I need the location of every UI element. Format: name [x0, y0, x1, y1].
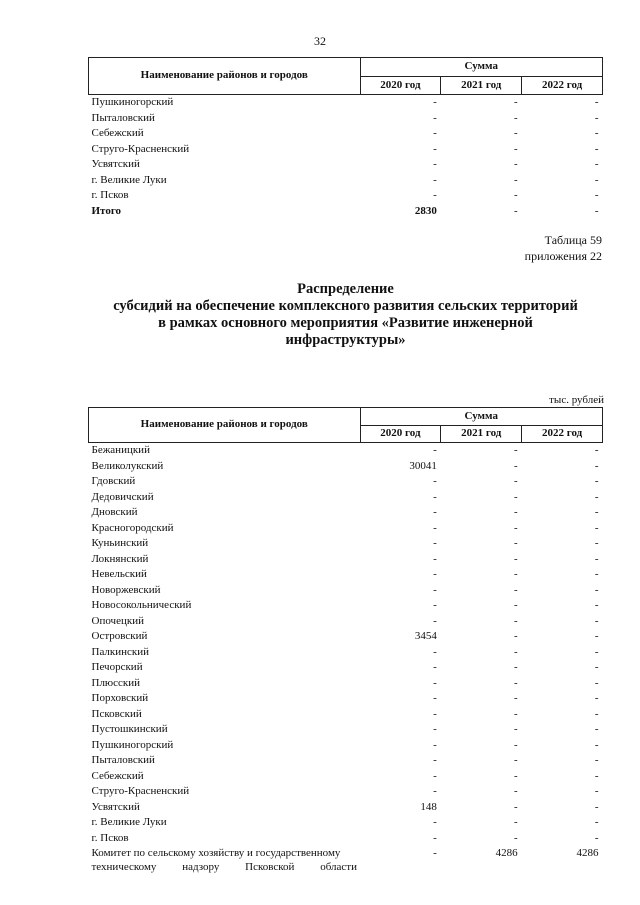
- committee-label-line-2: техническому надзору Псковской области: [91, 861, 357, 873]
- value-2020: -: [433, 444, 437, 456]
- district-name: Печорский: [91, 661, 143, 673]
- district-name: г. Великие Луки: [91, 816, 167, 828]
- value-2020: -: [433, 96, 437, 108]
- value-2021: -: [513, 111, 518, 124]
- value-2020: -: [433, 189, 437, 201]
- value-2022: -: [594, 583, 599, 596]
- district-name: Себежский: [91, 127, 144, 139]
- value-2021: -: [513, 490, 518, 503]
- district-name: Новосокольнический: [91, 599, 192, 611]
- value-2022: -: [594, 723, 599, 735]
- value-2021: -: [513, 754, 518, 766]
- value-2022: -: [594, 692, 599, 704]
- value-2020: -: [433, 599, 437, 611]
- table-row: [89, 126, 603, 142]
- value-2020: -: [433, 676, 437, 689]
- value-2022: -: [594, 599, 599, 611]
- table-row: [89, 536, 603, 552]
- value-2020: -: [433, 568, 437, 580]
- table-row: [89, 645, 603, 661]
- value-2020: -: [433, 142, 437, 155]
- value-2022: -: [594, 707, 599, 720]
- value-2021: -: [513, 173, 518, 186]
- district-name: Усвятский: [91, 158, 140, 170]
- value-2020: -: [433, 506, 437, 518]
- value-2020: -: [433, 831, 437, 844]
- value-2021: -: [513, 723, 518, 735]
- value-2022: -: [594, 568, 599, 580]
- table-header: [89, 408, 603, 443]
- header-year-2022: 2022 год: [522, 76, 603, 95]
- title-line-3: в рамках основного мероприятия «Развитие инженерной: [158, 315, 533, 331]
- page-number: 32: [314, 34, 326, 48]
- value-2020: -: [433, 127, 437, 139]
- table-row: [89, 474, 603, 490]
- value-2021: -: [513, 785, 518, 797]
- table-row: [89, 676, 603, 692]
- value-2022: -: [594, 831, 599, 844]
- district-name: Куньинский: [91, 537, 149, 549]
- value-2022: -: [594, 816, 599, 828]
- district-name: Себежский: [91, 769, 144, 782]
- value-2022: -: [594, 785, 599, 797]
- value-2022: -: [594, 630, 599, 642]
- table-row: [89, 629, 603, 645]
- value-2020: 148: [420, 800, 437, 813]
- value-2020: -: [433, 521, 437, 534]
- committee-2020: -: [433, 847, 437, 859]
- value-2020: 30041: [409, 459, 437, 472]
- table-header: [89, 58, 603, 95]
- table-row: [89, 188, 603, 204]
- district-name: Усвятский: [91, 800, 140, 813]
- value-2020: -: [433, 816, 437, 828]
- value-2021: -: [513, 583, 518, 596]
- district-name: Псковский: [91, 707, 142, 720]
- value-2022: -: [594, 676, 599, 689]
- value-2022: -: [594, 614, 599, 627]
- value-2021: -: [513, 692, 518, 704]
- table-row: [89, 614, 603, 630]
- value-2022: -: [594, 127, 599, 139]
- value-2022: -: [594, 645, 599, 658]
- value-2022: -: [594, 800, 599, 813]
- value-2020: -: [433, 552, 437, 565]
- table-row: [89, 691, 603, 707]
- table-caption: [525, 232, 602, 264]
- table-row: [89, 815, 603, 831]
- table-row: [89, 784, 603, 800]
- value-2022: -: [594, 521, 599, 534]
- value-2022: -: [594, 738, 599, 751]
- value-2021: -: [513, 831, 518, 844]
- value-2022: -: [594, 537, 599, 549]
- district-name: Дновский: [91, 506, 138, 518]
- value-2022: -: [594, 769, 599, 782]
- document-title: [88, 281, 603, 349]
- table-row: [89, 769, 603, 785]
- committee-row: [89, 846, 603, 874]
- value-2021: -: [513, 142, 518, 155]
- value-2020: -: [433, 537, 437, 549]
- value-2022: -: [594, 96, 599, 108]
- value-2021: -: [513, 189, 518, 201]
- value-2020: -: [433, 738, 437, 751]
- value-2022: -: [594, 490, 599, 503]
- value-2021: -: [513, 676, 518, 689]
- value-2021: -: [513, 521, 518, 534]
- committee-label-line-1: Комитет по сельскому хозяйству и государственному: [91, 847, 341, 859]
- value-2022: -: [594, 444, 599, 456]
- table-row: [89, 111, 603, 127]
- header-name-col: Наименование районов и городов: [89, 58, 361, 95]
- value-2021: -: [513, 614, 518, 627]
- value-2021: -: [513, 599, 518, 611]
- header-sum: Сумма: [360, 58, 603, 77]
- title-line-2: субсидий на обеспечение комплексного развития сельских территорий: [113, 298, 578, 314]
- table-row: [89, 521, 603, 537]
- value-2021: -: [513, 158, 518, 170]
- table-row: [89, 459, 603, 475]
- table-row: [89, 722, 603, 738]
- value-2021: -: [513, 630, 518, 642]
- table-row: [89, 707, 603, 723]
- value-2021: -: [513, 800, 518, 813]
- value-2020: -: [433, 723, 437, 735]
- district-name: Пушкиногорский: [91, 96, 174, 108]
- district-name: Плюсский: [91, 676, 141, 689]
- value-2022: -: [594, 552, 599, 565]
- value-2020: 3454: [414, 630, 437, 642]
- table-row: [89, 753, 603, 769]
- units-label: тыс. рублей: [549, 394, 604, 406]
- title-line-4: инфраструктуры»: [285, 332, 406, 348]
- value-2020: -: [433, 583, 437, 596]
- district-name: г. Великие Луки: [91, 173, 167, 186]
- district-name: Невельский: [91, 568, 147, 580]
- total-label: Итого: [91, 204, 122, 217]
- title-line-1: Распределение: [297, 281, 394, 297]
- table-row: [89, 660, 603, 676]
- district-name: Дедовичский: [91, 490, 154, 503]
- value-2020: -: [433, 785, 437, 797]
- header-year-2022: 2022 год: [522, 425, 603, 443]
- value-2021: -: [513, 769, 518, 782]
- value-2020: -: [433, 475, 437, 487]
- committee-label: [89, 846, 361, 874]
- value-2022: -: [594, 475, 599, 487]
- value-2021: -: [513, 475, 518, 487]
- district-name: Струго-Красненский: [91, 142, 190, 155]
- table-row: [89, 567, 603, 583]
- table-body: [89, 95, 603, 204]
- district-name: Локнянский: [91, 552, 149, 565]
- value-2021: -: [513, 537, 518, 549]
- value-2020: -: [433, 158, 437, 170]
- value-2022: -: [594, 506, 599, 518]
- district-name: Опочецкий: [91, 614, 144, 627]
- table-row: [89, 738, 603, 754]
- header-year-2021: 2021 год: [441, 425, 522, 443]
- value-2020: -: [433, 645, 437, 658]
- total-2021: -: [513, 204, 518, 217]
- district-name: Пустошкинский: [91, 723, 168, 735]
- table-row: [89, 142, 603, 158]
- total-2022: -: [594, 204, 599, 217]
- district-name: Пыталовский: [91, 111, 155, 124]
- header-year-2021: 2021 год: [441, 76, 522, 95]
- table-row: [89, 598, 603, 614]
- value-2022: -: [594, 158, 599, 170]
- district-name: г. Псков: [91, 189, 129, 201]
- header-year-2020: 2020 год: [360, 425, 441, 443]
- district-name: Островский: [91, 630, 148, 642]
- table-number: Таблица 59: [544, 233, 602, 247]
- table-row: [89, 583, 603, 599]
- value-2020: -: [433, 614, 437, 627]
- value-2022: -: [594, 754, 599, 766]
- value-2020: -: [433, 661, 437, 673]
- table-row: [89, 831, 603, 847]
- value-2021: -: [513, 568, 518, 580]
- header-year-2020: 2020 год: [360, 76, 441, 95]
- value-2021: -: [513, 552, 518, 565]
- value-2021: -: [513, 444, 518, 456]
- district-name: Порховский: [91, 692, 149, 704]
- table-continuation: [88, 57, 603, 219]
- value-2021: -: [513, 738, 518, 751]
- value-2021: -: [513, 645, 518, 658]
- table-row: [89, 800, 603, 816]
- table-body: [89, 443, 603, 847]
- value-2022: -: [594, 173, 599, 186]
- value-2020: -: [433, 769, 437, 782]
- district-name: Палкинский: [91, 645, 150, 658]
- district-name: Пушкиногорский: [91, 738, 174, 751]
- district-name: Красногородский: [91, 521, 174, 534]
- value-2020: -: [433, 692, 437, 704]
- value-2020: -: [433, 111, 437, 124]
- subsidy-table: [88, 407, 603, 874]
- table-row: [89, 490, 603, 506]
- value-2021: -: [513, 506, 518, 518]
- value-2020: -: [433, 490, 437, 503]
- value-2021: -: [513, 127, 518, 139]
- value-2022: -: [594, 459, 599, 472]
- total-2020: 2830: [414, 204, 437, 217]
- value-2022: -: [594, 661, 599, 673]
- total-row: [89, 204, 603, 220]
- committee-2022: 4286: [576, 847, 599, 859]
- district-name: Великолукский: [91, 459, 164, 472]
- table-row: [89, 95, 603, 111]
- table-row: [89, 443, 603, 459]
- table-row: [89, 157, 603, 173]
- district-name: Пыталовский: [91, 754, 155, 766]
- value-2022: -: [594, 111, 599, 124]
- value-2020: -: [433, 173, 437, 186]
- table-row: [89, 552, 603, 568]
- header-sum: Сумма: [360, 408, 603, 426]
- header-name-col: Наименование районов и городов: [89, 408, 361, 443]
- district-name: Гдовский: [91, 475, 136, 487]
- committee-2021: 4286: [495, 847, 518, 859]
- table-row: [89, 505, 603, 521]
- appendix-ref: приложения 22: [524, 249, 602, 263]
- district-name: Новоржевский: [91, 583, 161, 596]
- district-name: Бежаницкий: [91, 444, 150, 456]
- value-2021: -: [513, 96, 518, 108]
- value-2021: -: [513, 661, 518, 673]
- value-2021: -: [513, 459, 518, 472]
- value-2021: -: [513, 707, 518, 720]
- value-2022: -: [594, 189, 599, 201]
- value-2022: -: [594, 142, 599, 155]
- value-2021: -: [513, 816, 518, 828]
- value-2020: -: [433, 754, 437, 766]
- district-name: г. Псков: [91, 831, 129, 844]
- district-name: Струго-Красненский: [91, 785, 190, 797]
- table-row: [89, 173, 603, 189]
- value-2020: -: [433, 707, 437, 720]
